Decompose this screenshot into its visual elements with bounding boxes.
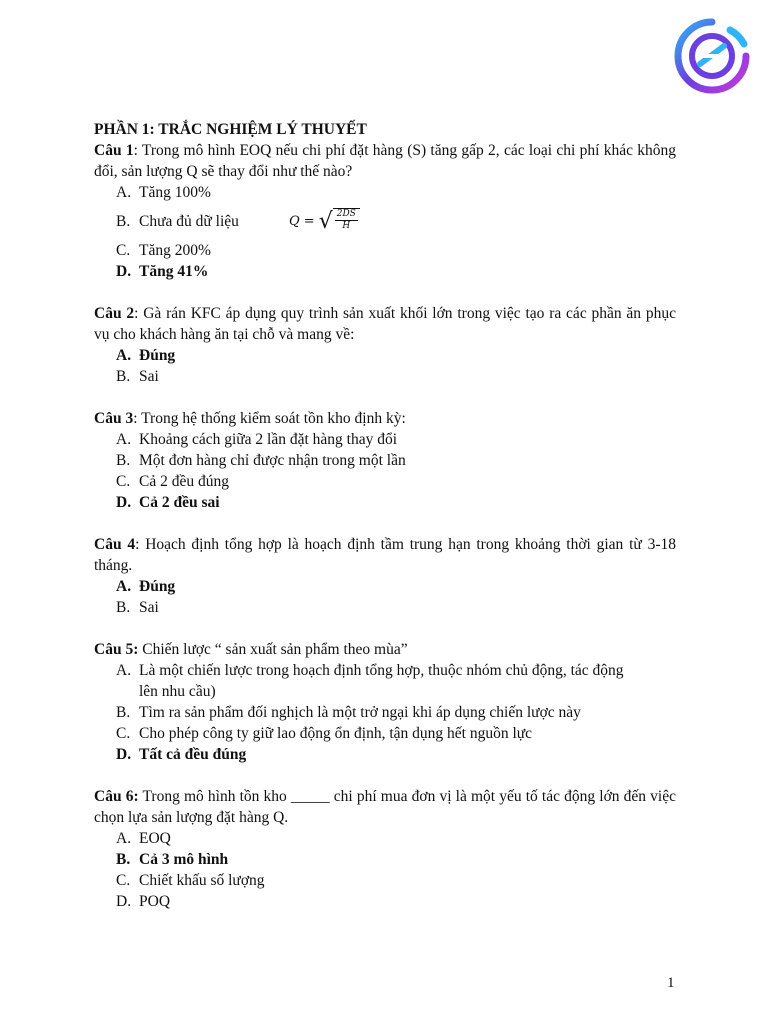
option-c: C. Cho phép công ty giữ lao động ổn định, tận dụng hết nguồn lực — [116, 725, 533, 742]
question-label: Câu 1 — [94, 142, 134, 159]
option-a: A. Đúng — [116, 347, 176, 364]
document-body — [94, 119, 676, 912]
option-a: A. Tăng 100% — [116, 184, 211, 201]
option-c: C. Chiết khấu số lượng — [116, 872, 265, 889]
question-3 — [94, 408, 676, 429]
question-label: Câu 4 — [94, 536, 136, 553]
question-1 — [94, 140, 676, 182]
question-label: Câu 2 — [94, 305, 135, 322]
eoq-formula: Q = √ $\frac{2DS}{H}$ — [289, 203, 360, 240]
option-b: B. Sai — [116, 368, 159, 385]
option-b: B. Cả 3 mô hình — [116, 851, 229, 868]
option-c: C. Cả 2 đều đúng — [116, 473, 229, 490]
options-list — [94, 660, 676, 765]
question-text: Trong mô hình tồn kho _____ chi phí mua đơn vị là một yếu tố tác động lớn — [138, 788, 620, 805]
options-list — [94, 345, 676, 387]
question-text: : Hoạch định tổng hợp là hoạch định tầm trung hạn trong khoảng thời gian từ — [135, 536, 642, 553]
question-text: : Gà rán KFC áp dụng quy trình sản xuất khối lớn trong việc tạo ra các phần ăn — [134, 305, 642, 322]
option-a: A. EOQ — [116, 830, 171, 847]
option-d: D. Tất cả đều đúng — [116, 746, 247, 763]
question-text: phục vụ cho khách hàng ăn tại chỗ và mang về: — [94, 305, 677, 343]
option-a: A. Đúng — [116, 578, 176, 595]
page-number: 1 — [667, 975, 675, 991]
options-list — [94, 576, 676, 618]
question-text: đến việc chọn lựa sản lượng đặt hàng Q. — [94, 788, 677, 826]
question-label: Câu 3 — [94, 410, 134, 427]
option-c: C. Tăng 200% — [116, 242, 211, 259]
option-d: D. Tăng 41% — [116, 263, 209, 280]
question-text: 3-18 tháng. — [94, 536, 676, 574]
options-list — [94, 828, 676, 912]
section-title: PHẦN 1: TRẮC NGHIỆM LÝ THUYẾT — [94, 121, 367, 138]
question-label: Câu 5: — [94, 641, 139, 658]
option-b: B. Một đơn hàng chỉ được nhận trong một lần — [116, 452, 406, 469]
option-b: B. Chưa đủ dữ liệu Q = √ $\frac{2DS}{H}$ — [94, 203, 676, 240]
question-2 — [94, 303, 676, 345]
option-a: A. Là một chiến lược trong hoạch định tổng hợp, thuộc nhóm chủ động, tác động lên nhu cầu) — [116, 662, 624, 700]
question-label: Câu 6: — [94, 788, 139, 805]
option-d: D. POQ — [116, 893, 171, 910]
options-list — [94, 429, 676, 513]
option-a: A. Khoảng cách giữa 2 lần đặt hàng thay đổi — [116, 431, 398, 448]
question-text: : Trong mô hình EOQ nếu chi phí đặt hàng (S) tăng gấp 2, các loại chi phí khác — [133, 142, 633, 159]
option-d: D. Cả 2 đều sai — [116, 494, 220, 511]
question-text: Chiến lược “ sản xuất sản phẩm theo mùa” — [138, 641, 408, 658]
question-4 — [94, 534, 676, 576]
question-text: : Trong hệ thống kiểm soát tồn kho định kỳ: — [133, 410, 406, 427]
option-b: B. Tìm ra sản phẩm đối nghịch là một trở ngại khi áp dụng chiến lược này — [116, 704, 581, 721]
question-6 — [94, 786, 676, 828]
question-text: không đổi, sản lượng Q sẽ thay đổi như thế nào? — [94, 142, 676, 180]
brand-logo-icon — [672, 16, 752, 96]
options-list — [94, 182, 676, 282]
option-b: B. Sai — [116, 599, 159, 616]
question-5 — [94, 639, 676, 660]
